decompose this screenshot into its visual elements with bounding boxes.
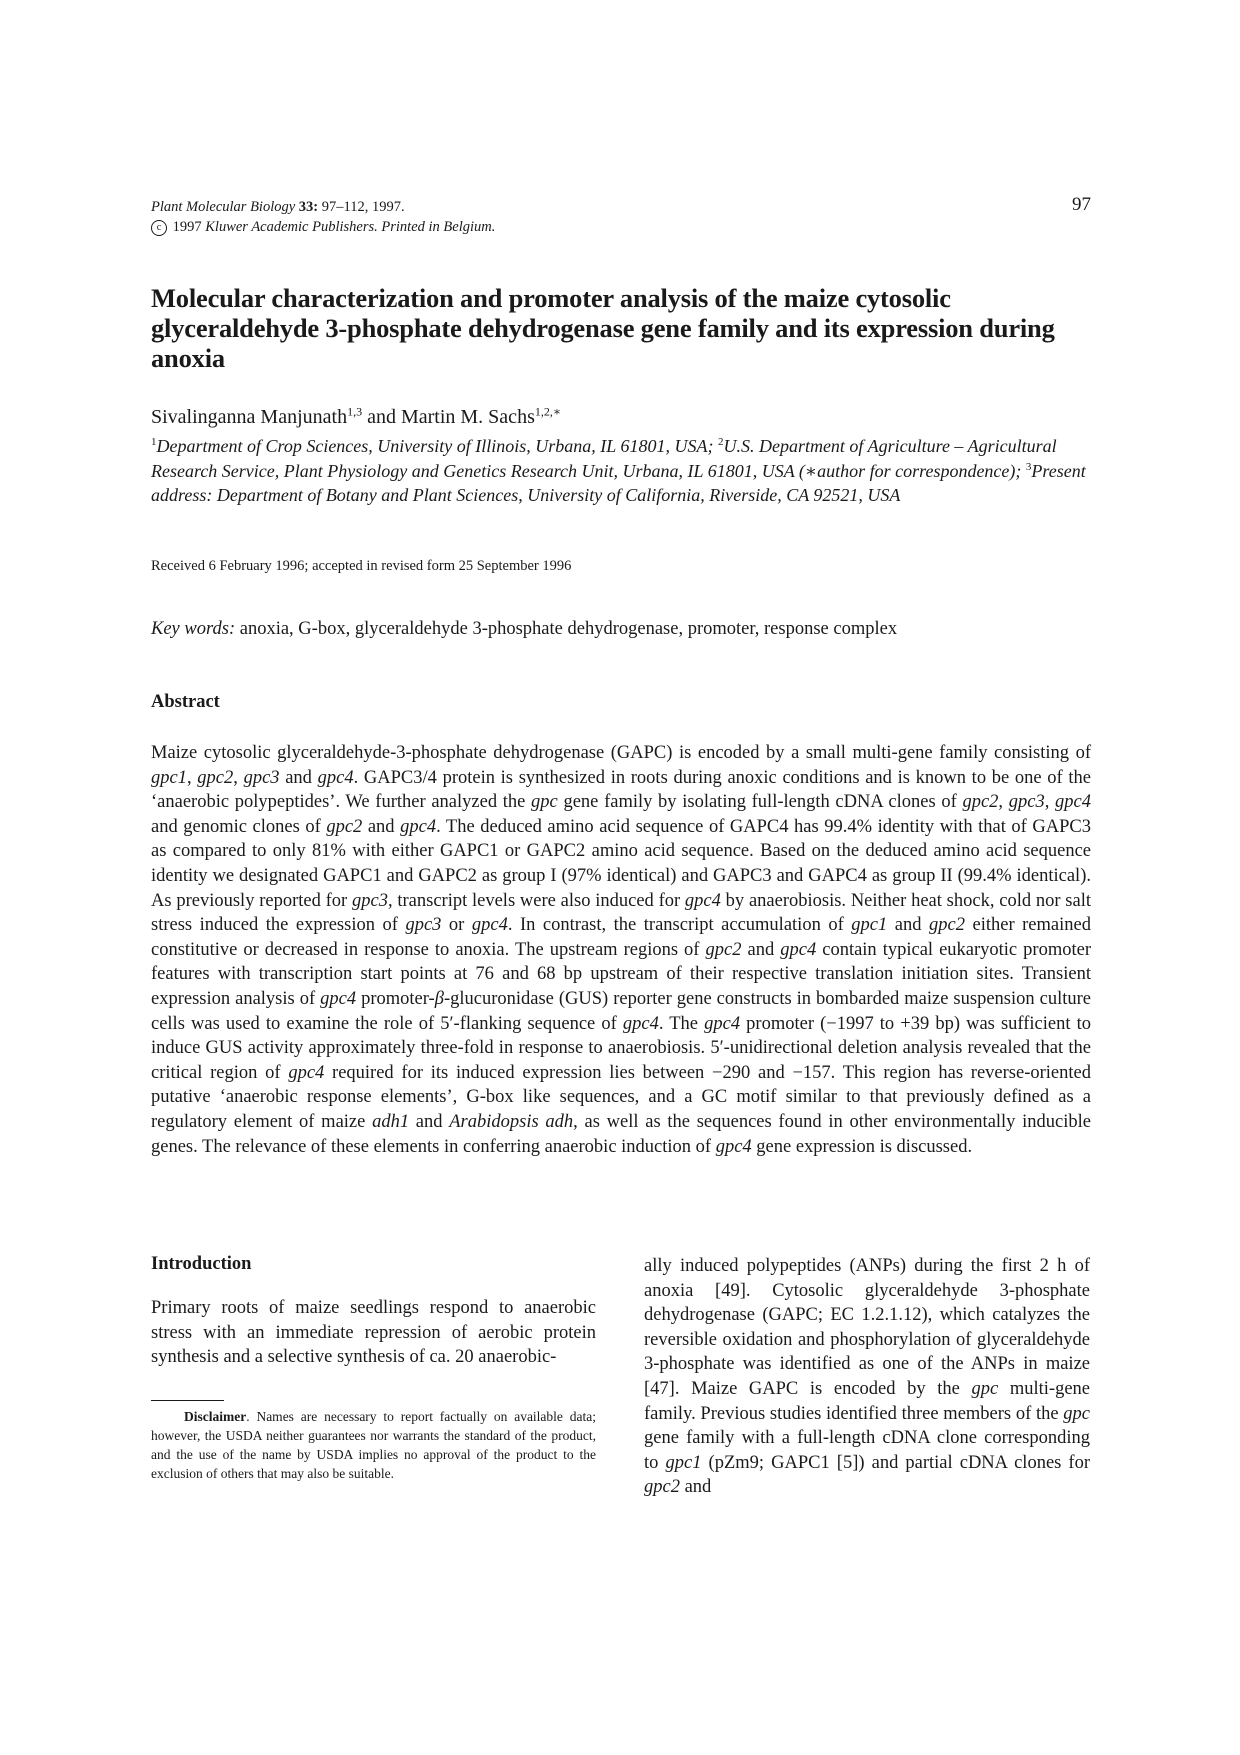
affiliation-mark: 3 [1025,460,1032,473]
italic-term: Arabidopsis adh [449,1111,574,1132]
italic-term: gpc3 [405,915,442,936]
italic-term: gpc2 [326,816,363,837]
text-run: gene family with a full-length cDNA clone corresponding to [644,1428,1090,1473]
text-run: . The [658,1013,705,1034]
italic-term: gpc4 [317,767,354,788]
affiliation-mark: 2 [717,436,724,448]
text-run: -glucuronidase (GUS) reporter gene constructs in bombarded maize suspension culture cells was used to examine the role of 5′-flanking sequence of [151,988,1091,1034]
text-run: Maize cytosolic glyceraldehyde-3-phosphate dehydrogenase (GAPC) is encoded by a small multi-gene family consisting of [151,743,1091,763]
italic-term: gpc4 [704,1013,741,1034]
italic-term: gpc4 [400,816,437,837]
text-run: and [741,939,781,960]
italic-term: gpc [531,792,558,813]
italic-term: gpc4 [622,1013,659,1034]
text-run: . The deduced amino acid sequence of GAPC4 has 99.4% identity with that of GAPC3 as compared to only 81% with either GAPC1 or GAPC2 amino acid sequence. Based on the deduced amino acid sequence identity we designated GAPC1 and GAPC2 as group I (97% identical) and GAPC3 and GAPC4 as group II (99.4% identical). As previously reported for [151,816,1091,911]
italic-term: gpc2 [962,792,999,813]
copyright-line [151,217,1091,237]
italic-term: gpc4 [780,939,817,960]
italic-term: β [434,988,444,1009]
text-run: gene expression is discussed. [751,1136,973,1157]
left-column [151,1252,596,1370]
text-run: or [441,915,472,936]
author-conjunction: and [367,406,396,428]
right-column [644,1254,1090,1500]
italic-term: gpc4 [320,988,357,1009]
affiliation-text: U.S. Department of Agriculture – Agricultural Research Service, Plant Physiology and Genetics Research Unit, Urbana, IL 61801, USA (∗author for correspondence); [151,436,1057,481]
received-dates: Received 6 February 1996; accepted in revised form 25 September 1996 [151,558,572,574]
affiliation-text: Department of Crop Sciences, University of Illinois, Urbana, IL 61801, USA; [156,436,714,456]
italic-term: gpc [971,1378,999,1399]
italic-term: adh1 [372,1111,410,1132]
italic-term: gpc1 [151,767,187,788]
citation-line [151,194,1091,217]
text-run: and [409,1111,450,1132]
copyright-year: 1997 [172,219,202,235]
text-run: , [998,792,1009,813]
abstract-heading: Abstract [151,692,220,712]
text-run: and [887,915,930,936]
introduction-heading: Introduction [151,1254,252,1274]
text-run: , [186,767,198,788]
italic-term: gpc4 [715,1136,752,1157]
keywords-label: Key words: [151,619,236,639]
italic-term: gpc1 [851,915,888,936]
introduction-paragraph-continued [644,1254,1090,1500]
affiliation-text: Present address: Department of Botany and Plant Sciences, University of California, Riverside, CA 92521, USA [151,460,1086,505]
author-affiliation-marks: 1,3 [347,404,363,419]
affiliation-mark: 1 [151,436,157,448]
text-run: , [233,767,244,788]
text-run: and [679,1477,712,1498]
pages-year: 97–112, 1997. [321,199,405,215]
italic-term: gpc4 [684,890,721,911]
disclaimer-footnote [151,1407,596,1483]
italic-term: gpc3 [351,890,388,911]
printed-in: Printed in Belgium. [381,219,496,235]
text-run: , as well as the sequences found in other environmentally inducible genes. The relevance of these elements in conferring anaerobic induction of [151,1111,1092,1157]
text-run: multi-gene family. Previous studies identified three members of the [644,1378,1090,1424]
disclaimer-label: Disclaimer [184,1409,247,1424]
text-run: , transcript levels were also induced for [387,890,685,911]
italic-term: gpc2 [644,1477,680,1498]
italic-term: gpc3 [243,767,280,788]
italic-term: gpc2 [197,767,234,788]
disclaimer-text: . Names are necessary to report factually on available data; however, the USDA neither guarantees nor warrants the standard of the product, and the use of the name by USDA implies no approval of the product to the exclusion of others that may also be suitable. [151,1409,596,1481]
introduction-paragraph: Primary roots of maize seedlings respond to anaerobic stress with an immediate repression of aerobic protein synthesis and a selective synthesis of ca. 20 anaerobic- [151,1298,596,1368]
text-run: . GAPC3/4 protein is synthesized in roots during anoxic conditions and is known to be one of the ‘anaerobic polypeptides’. We further analyzed the [151,767,1092,813]
text-run: ally induced polypeptides (ANPs) during the first 2 h of anoxia [49]. Cytosolic glyceraldehyde 3-phosphate dehydrogenase (GAPC; EC 1.2.1.12), which catalyzes the reversible oxidation and phosphorylation of glyceraldehyde 3-phosphate was identified as one of the ANPs in maize [47]. Maize GAPC is encoded by the [644,1256,1090,1399]
italic-term: gpc4 [471,915,508,936]
footnote-divider [151,1400,224,1401]
page-number: 97 [1072,194,1091,215]
volume: 33: [298,199,319,215]
italic-term: gpc3 [1008,792,1045,813]
text-run: and genomic clones of [151,816,327,837]
italic-term: gpc2 [705,939,742,960]
author-line [151,404,561,430]
text-run: and [279,767,318,788]
publisher: Kluwer Academic Publishers. [205,219,378,235]
text-run: by anaerobiosis. Neither heat shock, cold nor salt stress induced the expression of [151,890,1091,936]
author-name: Martin M. Sachs [400,406,535,428]
journal-name: Plant Molecular Biology [151,199,296,215]
text-run: , [1044,792,1056,813]
text-run: required for its induced expression lies between −290 and −157. This region has reverse-oriented putative ‘anaerobic response elements’, G-box like sequences, and a GC motif similar to that previously defined as a regulatory element of maize [151,1062,1091,1132]
article-title: Molecular characterization and promoter analysis of the maize cytosolic glyceraldehyde 3-phosphate dehydrogenase gene family and its expression during anoxia [151,283,1055,373]
affiliations [151,434,1096,508]
author-affiliation-marks: 1,2,∗ [534,404,562,419]
text-run: . In contrast, the transcript accumulation of [507,915,852,936]
italic-term: gpc4 [1055,792,1092,813]
author-name: Sivalinganna Manjunath [151,406,348,428]
text-run: promoter- [356,988,435,1009]
text-run: contain typical eukaryotic promoter features with transcription start points at 76 and 68 bp upstream of their respective translation initiation sites. Transient expression analysis of [151,939,1091,1009]
journal-header [151,194,1091,237]
text-run: gene family by isolating full-length cDNA clones of [557,792,963,813]
italic-term: gpc2 [929,915,965,936]
copyright-icon: c [151,220,167,236]
keywords-text: anoxia, G-box, glyceraldehyde 3-phosphate dehydrogenase, promoter, response complex [239,619,898,639]
abstract-body [151,741,1091,1159]
italic-term: gpc1 [665,1452,702,1473]
italic-term: gpc4 [288,1062,325,1083]
text-run: and [362,816,401,837]
text-run: (pZm9; GAPC1 [5]) and partial cDNA clones for [701,1452,1091,1473]
italic-term: gpc [1063,1403,1090,1424]
text-run: either remained constitutive or decreased in response to anoxia. The upstream regions of [151,915,1091,960]
keywords [151,617,897,641]
text-run: promoter (−1997 to +39 bp) was sufficient to induce GUS activity approximately three-fold in response to anaerobiosis. 5′-unidirectional deletion analysis revealed that the critical region of [151,1013,1091,1083]
